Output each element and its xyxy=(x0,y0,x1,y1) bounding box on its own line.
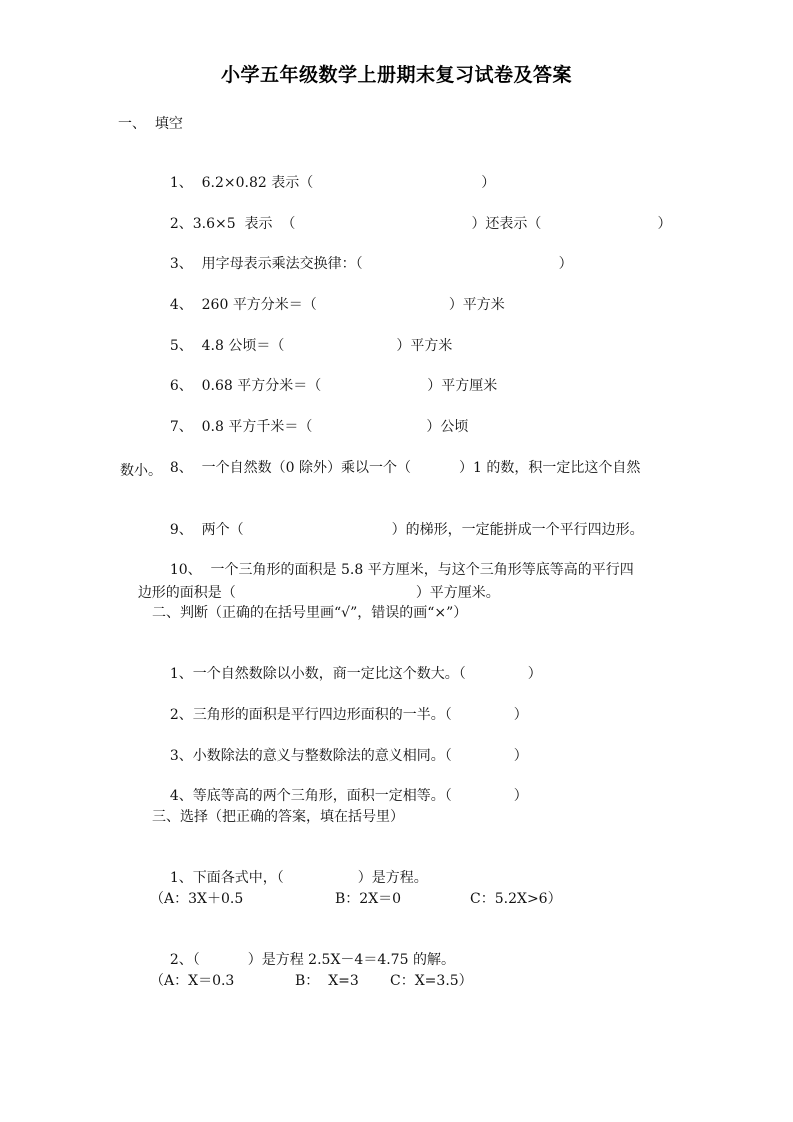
item-text: 260 平方分米＝（ xyxy=(201,297,317,313)
item-text: 边形的面积是（ xyxy=(137,585,236,601)
item-text: 一个自然数除以小数，商一定比这个数大。（ xyxy=(192,666,466,682)
item-text: ）还表示（ xyxy=(471,216,542,232)
item-text: 一个自然数（0 除外）乘以一个（ xyxy=(201,460,411,476)
item-number: 2、 xyxy=(169,952,193,968)
item-number: 4、 xyxy=(169,788,193,804)
item-text: 一个三角形的面积是 5.8 平方厘米，与这个三角形等底等高的平行四 xyxy=(210,562,634,578)
item-text: ）是方程。 xyxy=(357,870,428,886)
item-text: 0.8 平方千米＝（ xyxy=(201,419,313,435)
item-text: ）平方厘米。 xyxy=(415,585,500,601)
section-heading-fill-blank: 一、 填空 xyxy=(118,116,183,132)
item-text: 用字母表示乘法交换律：（ xyxy=(201,256,363,272)
section-heading-choice: 三、选择（把正确的答案，填在括号里） xyxy=(152,809,404,825)
item-text: 三角形的面积是平行四边形面积的一半。（ xyxy=(192,707,452,723)
choice-item-2-option-a: （A：X＝0.3 xyxy=(150,973,235,989)
item-text: ）的梯形，一定能拼成一个平行四边形。 xyxy=(391,522,644,538)
item-number: 4、 xyxy=(169,297,193,313)
item-text: （ xyxy=(192,952,200,968)
item-text: 下面各式中，（ xyxy=(192,870,284,886)
item-text: 6.2×0.82 表示（ xyxy=(201,175,314,191)
item-text: ）平方厘米 xyxy=(427,378,498,394)
item-text: 4.8 公顷＝（ xyxy=(201,338,285,354)
item-number: 6、 xyxy=(169,378,193,394)
item-text: 0.68 平方分米＝（ xyxy=(201,378,322,394)
item-number: 1、 xyxy=(169,870,193,886)
fill-item-8-continuation: 数小。 xyxy=(120,463,162,479)
item-text: ）平方米 xyxy=(448,297,505,313)
item-text: ）平方米 xyxy=(396,338,453,354)
page-title: 小学五年级数学上册期末复习试卷及答案 xyxy=(220,64,572,86)
item-text: ） xyxy=(513,788,528,804)
item-text: 等底等高的两个三角形，面积一定相等。（ xyxy=(192,788,452,804)
fill-item-8 xyxy=(152,438,640,498)
choice-item-2-option-b: B： X=3 xyxy=(295,973,359,989)
item-text: ） xyxy=(527,666,542,682)
item-text: ）是方程 2.5X－4＝4.75 的解。 xyxy=(247,952,455,968)
item-text: ） xyxy=(513,707,528,723)
item-text: ） xyxy=(558,256,573,272)
item-number: 10、 xyxy=(169,562,202,578)
item-number: 1、 xyxy=(169,666,193,682)
item-text: ）1 的数，积一定比这个自然 xyxy=(459,460,641,476)
section-heading-true-false: 二、判断（正确的在括号里画“√”，错误的画“×”） xyxy=(152,605,468,621)
item-number: 9、 xyxy=(169,522,193,538)
item-number: 8、 xyxy=(169,460,193,476)
choice-item-1-option-c: C：5.2X>6） xyxy=(470,891,562,907)
item-text: 小数除法的意义与整数除法的意义相同。（ xyxy=(192,748,452,764)
item-text: ） xyxy=(513,748,528,764)
choice-item-1-option-b: B：2X＝0 xyxy=(335,891,402,907)
item-text: ） xyxy=(481,175,496,191)
item-number: 1、 xyxy=(169,175,193,191)
item-text: ） xyxy=(657,216,672,232)
choice-item-2-option-c: C：X=3.5） xyxy=(390,973,473,989)
item-number: 2、 xyxy=(169,707,193,723)
item-number: 5、 xyxy=(169,338,193,354)
item-number: 7、 xyxy=(169,419,193,435)
item-text: ）公顷 xyxy=(426,419,469,435)
item-text: 3.6×5 表示 （ xyxy=(192,216,296,232)
item-number: 3、 xyxy=(169,748,193,764)
choice-item-1-option-a: （A：3X＋0.5 xyxy=(150,891,244,907)
item-number: 2、 xyxy=(169,216,193,232)
item-number: 3、 xyxy=(169,256,193,272)
item-text: 两个（ xyxy=(201,522,244,538)
